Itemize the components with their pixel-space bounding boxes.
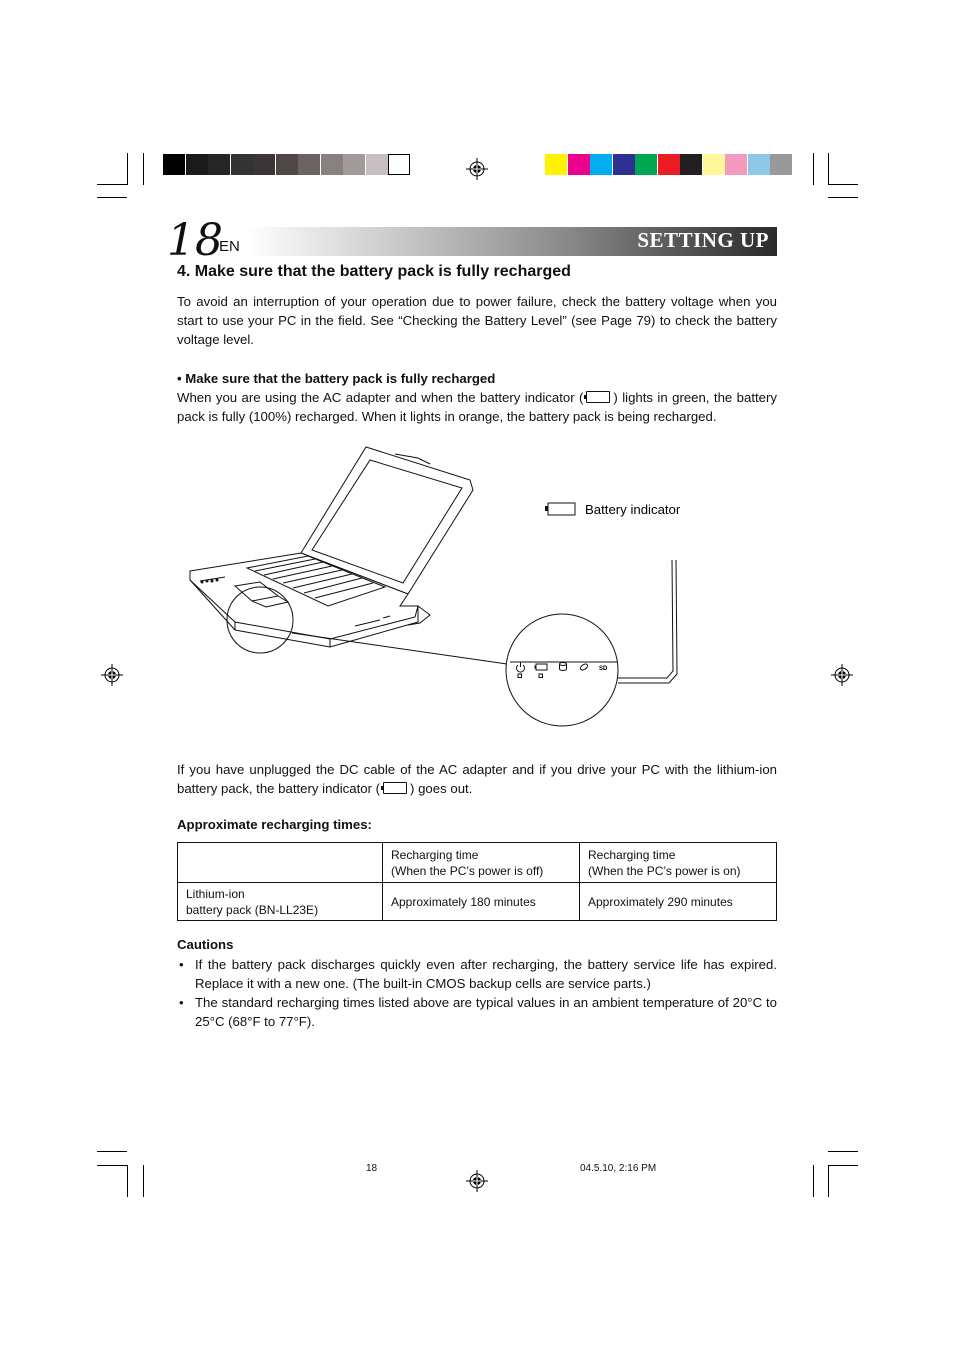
battery-indicator-label: Battery indicator: [585, 502, 681, 517]
unplugged-paragraph: [177, 760, 777, 798]
laptop-illustration: [180, 440, 700, 730]
color-swatch: [748, 154, 770, 175]
registration-mark-icon: [466, 1170, 488, 1192]
section-title: SETTING UP: [637, 228, 769, 252]
color-swatch: [635, 154, 657, 175]
color-swatch: [568, 154, 590, 175]
gray-swatch: [366, 154, 388, 175]
page-number: 18: [167, 215, 223, 266]
gray-swatch: [231, 154, 253, 175]
language-code: EN: [219, 238, 240, 255]
sd-label: SD: [599, 666, 608, 672]
table-heading: Approximate recharging times:: [177, 817, 372, 832]
registration-mark-icon: [831, 664, 853, 686]
battery-icon: [586, 391, 610, 403]
gray-swatch: [208, 154, 230, 175]
table-cell-off: Approximately 180 minutes: [383, 883, 580, 921]
cautions-heading: Cautions: [177, 937, 234, 952]
bullet-heading: • Make sure that the battery pack is fully recharged: [177, 371, 496, 386]
color-swatch: [680, 154, 702, 175]
bullet-text-before: When you are using the AC adapter and when the battery indicator (: [177, 390, 584, 405]
color-swatch: [703, 154, 725, 175]
color-swatch: [590, 154, 612, 175]
table-row: [178, 883, 777, 921]
unplugged-text-after: ) goes out.: [410, 781, 473, 796]
gray-swatch: [321, 154, 343, 175]
section-header-bar: [246, 227, 777, 256]
footer-timestamp: 04.5.10, 2:16 PM: [580, 1163, 657, 1174]
cautions-list: [177, 955, 777, 1031]
color-swatch: [545, 154, 567, 175]
gray-swatch: [388, 154, 410, 175]
table-row-label: Lithium-ion battery pack (BN-LL23E): [178, 883, 383, 921]
gray-swatch: [163, 154, 185, 175]
footer-page: 18: [366, 1163, 378, 1174]
list-item: • The standard recharging times listed above are typical values in an ambient temperature of 20°C to 25°C (68°F to 77°F).: [177, 993, 777, 1031]
step-title: 4. Make sure that the battery pack is fully recharged: [177, 263, 571, 280]
battery-icon: [383, 782, 407, 794]
unplugged-text-before: If you have unplugged the DC cable of the AC adapter and if you drive your PC with the lithium-ion battery pack, the battery indicator (: [177, 762, 777, 796]
table-header-off: Recharging time (When the PC’s power is off): [383, 843, 580, 883]
bullet-paragraph: [177, 388, 777, 426]
color-swatch: [770, 154, 792, 175]
intro-paragraph: To avoid an interruption of your operation due to power failure, check the battery voltage when you start to use your PC in the field. See “Checking the Battery Level” (see Page 79) to check the battery voltage level.: [177, 294, 777, 347]
table-header-on: Recharging time (When the PC’s power is on): [580, 843, 777, 883]
table-header-row: [178, 843, 777, 883]
table-cell-on: Approximately 290 minutes: [580, 883, 777, 921]
gray-swatch: [343, 154, 365, 175]
bullet-text-after: ) lights in green, the battery pack is fully (100%) recharged. When it lights in orange, the battery pack is being recharged.: [177, 390, 777, 424]
registration-mark-icon: [466, 158, 488, 180]
list-item: • If the battery pack discharges quickly even after recharging, the battery service life has expired. Replace it with a new one. (The built-in CMOS backup cells are service parts.): [177, 955, 777, 993]
gray-swatch: [253, 154, 275, 175]
registration-mark-icon: [101, 664, 123, 686]
color-swatch: [725, 154, 747, 175]
gray-swatch: [186, 154, 208, 175]
gray-swatch: [298, 154, 320, 175]
recharging-times-table: [177, 842, 777, 921]
gray-swatch: [276, 154, 298, 175]
color-swatch: [613, 154, 635, 175]
table-header-empty: [178, 843, 383, 883]
color-swatch: [658, 154, 680, 175]
